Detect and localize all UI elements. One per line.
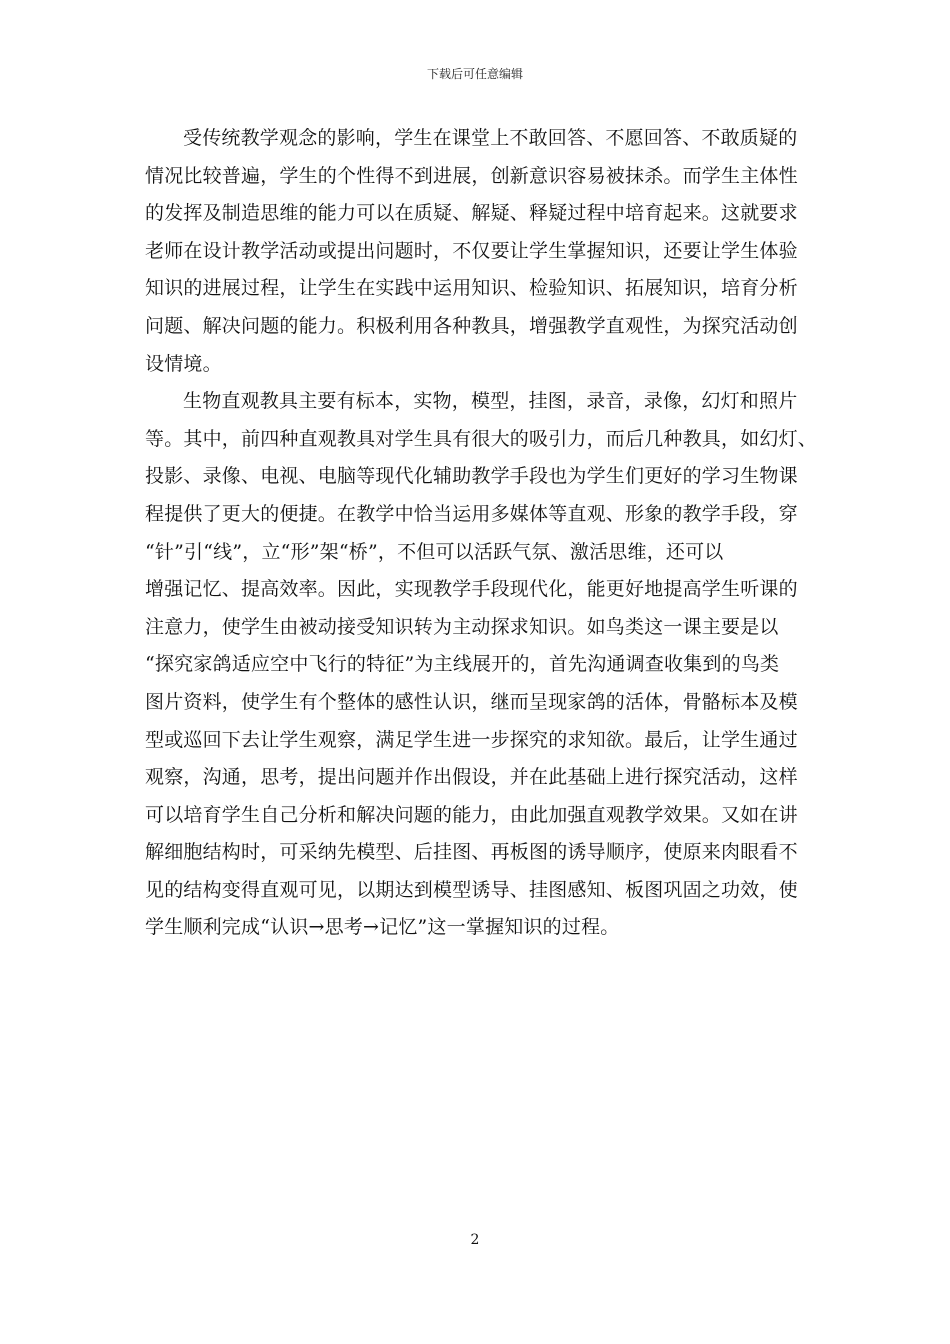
text-line: “针”引“线”，立“形”架“桥”，不但可以活跃气氛、激活思维，还可以 bbox=[145, 540, 724, 563]
page-header: 下载后可任意编辑 bbox=[426, 67, 523, 81]
text-line: 投影、录像、电视、电脑等现代化辅助教学手段也为学生们更好的学习生物课 bbox=[145, 465, 798, 488]
text-line: 学生顺利完成“认识→思考→记忆”这一掌握知识的过程。 bbox=[145, 916, 620, 939]
paragraph-1 bbox=[145, 120, 810, 383]
paragraph-2 bbox=[145, 383, 818, 947]
text-line: 型或巡回下去让学生观察，满足学生进一步探究的求知欲。最后，让学生通过 bbox=[145, 728, 798, 751]
text-line: 注意力，使学生由被动接受知识转为主动探求知识。如鸟类这一课主要是以 bbox=[145, 615, 779, 638]
text-line: 见的结构变得直观可见，以期达到模型诱导、挂图感知、板图巩固之功效，使 bbox=[145, 878, 798, 901]
text-line: 增强记忆、提高效率。因此，实现教学手段现代化，能更好地提高学生听课的 bbox=[145, 578, 798, 601]
text-line: 设情境。 bbox=[145, 352, 222, 375]
text-line: 程提供了更大的便捷。在教学中恰当运用多媒体等直观、形象的教学手段，穿 bbox=[145, 502, 798, 525]
text-line: 解细胞结构时，可采纳先模型、后挂图、再板图的诱导顺序，使原来肉眼看不 bbox=[145, 841, 798, 864]
document-body bbox=[145, 120, 818, 947]
text-line: 受传统教学观念的影响，学生在课堂上不敢回答、不愿回答、不敢质疑的 bbox=[183, 127, 798, 149]
text-line: 等。其中，前四种直观教具对学生具有很大的吸引力，而后几种教具，如幻灯、 bbox=[145, 427, 818, 450]
text-line: 情况比较普遍，学生的个性得不到进展，创新意识容易被抹杀。而学生主体性 bbox=[145, 164, 798, 187]
text-line: 知识的进展过程，让学生在实践中运用知识、检验知识、拓展知识，培育分析 bbox=[145, 277, 798, 300]
text-line: 老师在设计教学活动或提出问题时，不仅要让学生掌握知识，还要让学生体验 bbox=[145, 239, 798, 262]
text-line: 问题、解决问题的能力。积极利用各种教具，增强教学直观性，为探究活动创 bbox=[145, 314, 798, 337]
text-line: 的发挥及制造思维的能力可以在质疑、解疑、释疑过程中培育起来。这就要求 bbox=[145, 202, 798, 225]
text-line: 可以培育学生自己分析和解决问题的能力，由此加强直观教学效果。又如在讲 bbox=[145, 803, 798, 826]
page-number: 2 bbox=[470, 1232, 480, 1248]
text-line: 图片资料，使学生有个整体的感性认识，继而呈现家鸽的活体，骨骼标本及模 bbox=[145, 690, 798, 713]
text-line: 生物直观教具主要有标本，实物，模型，挂图，录音，录像，幻灯和照片 bbox=[183, 390, 798, 413]
text-line: 观察，沟通，思考，提出问题并作出假设，并在此基础上进行探究活动，这样 bbox=[145, 766, 798, 789]
text-line: “探究家鸽适应空中飞行的特征”为主线展开的，首先沟通调查收集到的鸟类 bbox=[145, 653, 780, 676]
